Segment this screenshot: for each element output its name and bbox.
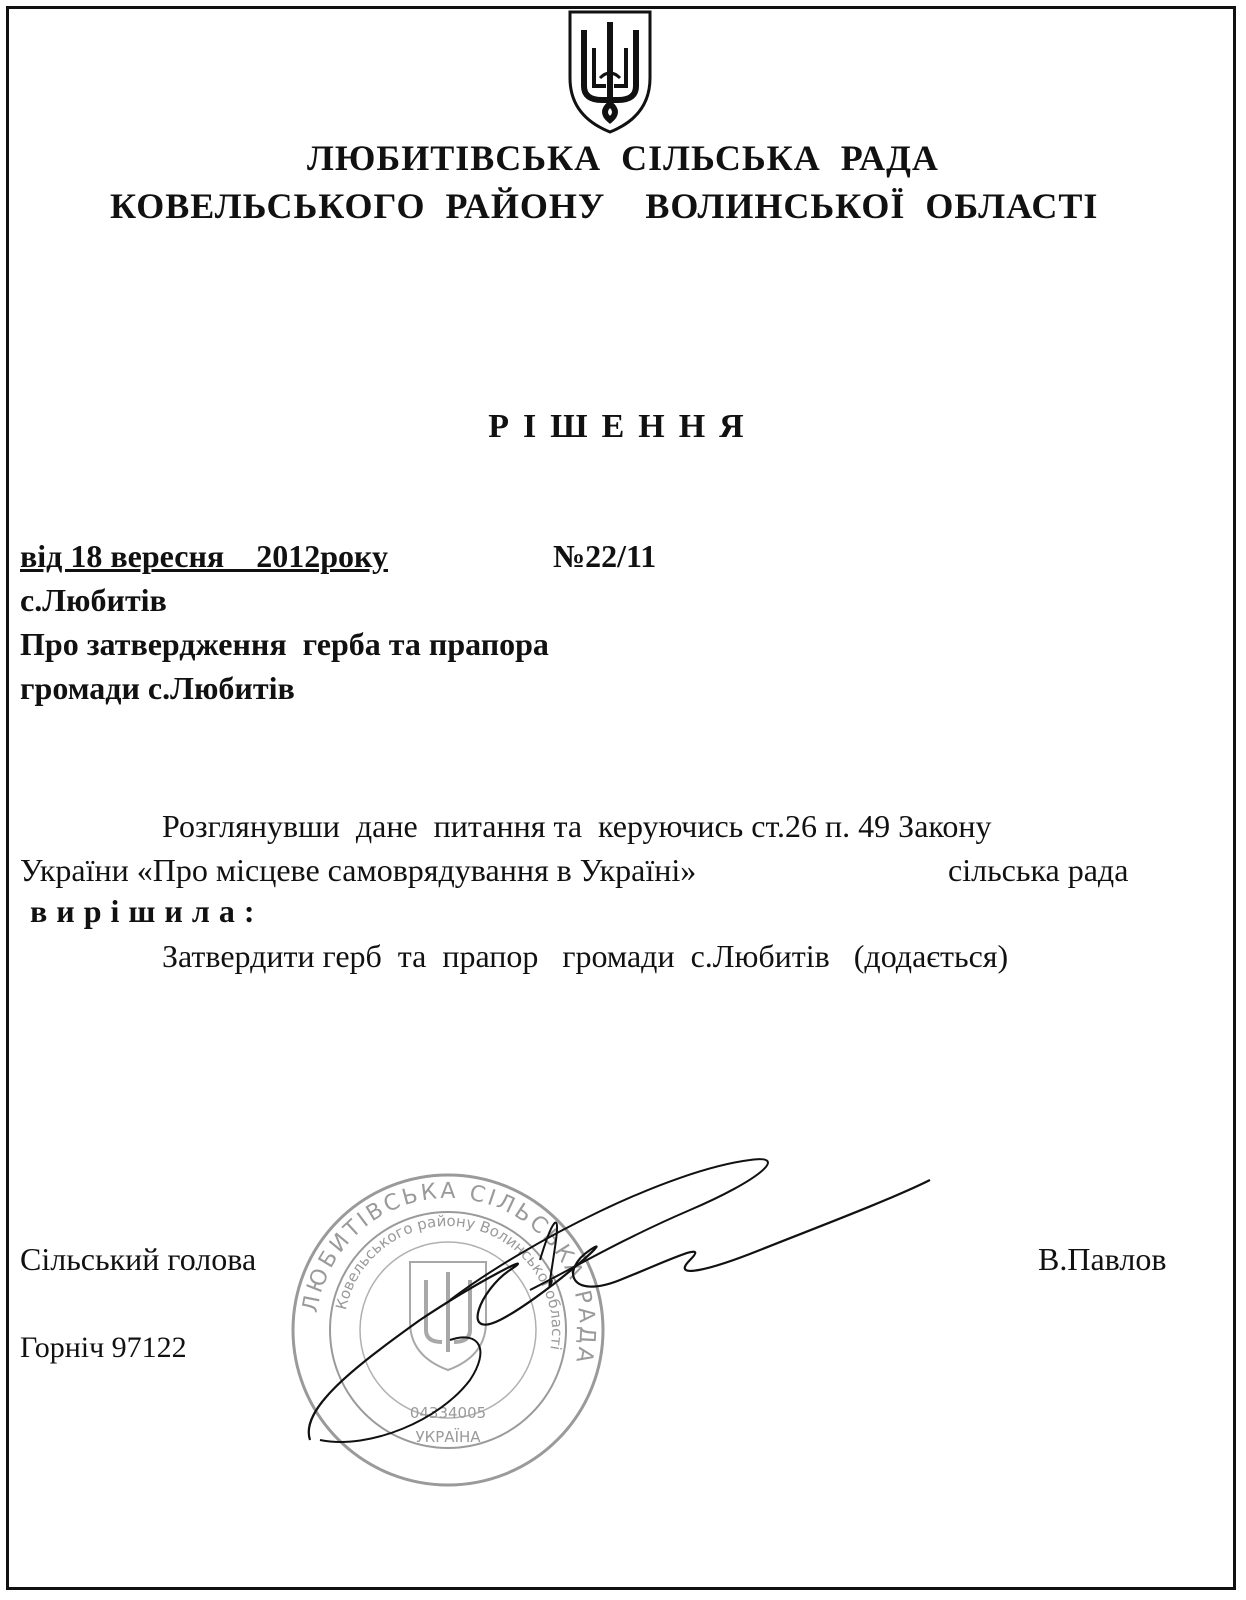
body-paragraph-2a: України «Про місцеве самоврядування в Україні» [20,852,697,888]
decision-date: від 18 вересня 2012року [20,538,388,574]
footer-note: Горніч 97122 [20,1331,187,1364]
body-paragraph-2b: сільська рада [948,852,1129,888]
body-paragraph-3: Затвердити герб та прапор громади с.Любитів (додається) [162,938,1009,974]
resolved-label: вирішила: [30,893,264,929]
seal-country: УКРАЇНА [415,1428,481,1446]
signatory-name: В.Павлов [1038,1241,1167,1277]
seal-inner-text: Ковельського району Волинської області [332,1211,567,1352]
decision-number: №22/11 [553,538,657,574]
document-title: РІШЕННЯ [488,408,758,445]
district-region: КОВЕЛЬСЬКОГО РАЙОНУ ВОЛИНСЬКОЇ ОБЛАСТІ [110,186,1099,226]
signatory-role: Сільський голова [20,1241,257,1277]
seal-outer-text: ЛЮБИТІВСЬКА СІЛЬСЬКА РАДА [298,1178,600,1368]
village-name: с.Любитів [20,582,167,618]
subject-line-2: громади с.Любитів [20,670,295,706]
subject-line-1: Про затвердження герба та прапора [20,626,549,662]
trident-emblem-icon [560,8,660,136]
handwritten-signature [290,1140,950,1450]
seal-code: 04334005 [409,1404,487,1422]
body-paragraph-1: Розглянувши дане питання та керуючись ст.26 п. 49 Закону [162,808,992,844]
council-name: ЛЮБИТІВСЬКА СІЛЬСЬКА РАДА [307,138,939,178]
